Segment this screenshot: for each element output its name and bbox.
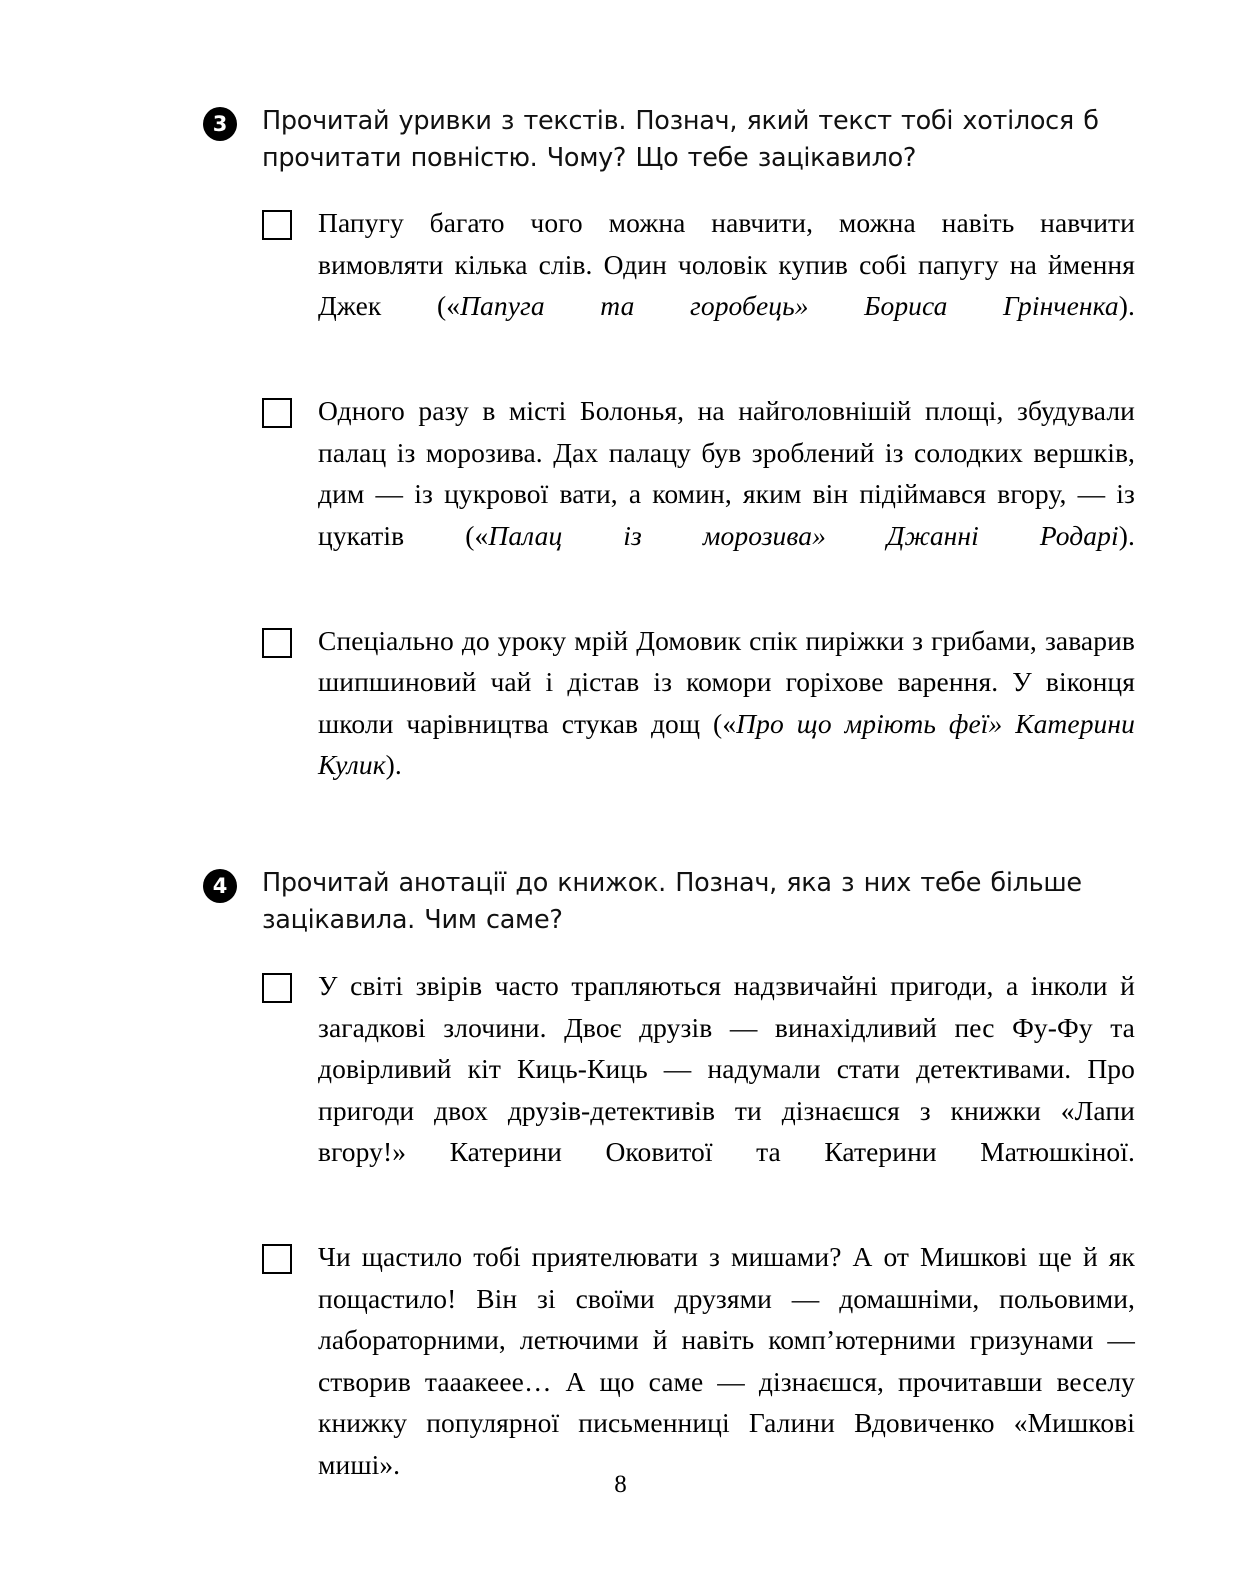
- book-title-italic: Про що мріють феї» Катерини Кулик: [318, 707, 1135, 780]
- checkbox-unchecked-icon[interactable]: [262, 398, 292, 428]
- exercise-3-prompt: Прочитай уривки з текстів. Познач, який текст тобі хотілося б прочитати повністю. Чому? Що тебе зацікавило?: [262, 106, 1099, 173]
- checkbox-unchecked-icon[interactable]: [262, 210, 292, 240]
- option-text: Спеціально до уроку мрій Домовик спік пиріжки з грибами, заварив шипшиновий чай і дістав із комори горіхове варення. У віконця школи чарівництва стукав дощ («Про що мріють феї» Катерини Кулик).: [318, 624, 1135, 780]
- page-number: 8: [614, 1471, 627, 1498]
- checkbox-unchecked-icon[interactable]: [262, 973, 292, 1003]
- checkbox-unchecked-icon[interactable]: [262, 628, 292, 658]
- exercise-number-badge: 3: [203, 107, 237, 141]
- option-text: Чи щастило тобі приятелювати з мишами? А от Мишкові ще й як пощастило! Він зі своїми друзями — домашніми, польовими, лабораторними, летючими й навіть комп’ютерними гризунами — створив тааакеее… А що саме — дізнаєшся, прочитавши веселу книжку популярної письменниці Галини Вдовиченко «Мишкові миші».: [318, 1241, 1135, 1480]
- exercise-4: [0, 827, 1241, 1527]
- option-item[interactable]: [0, 965, 1241, 1214]
- option-text: У світі звірів часто трапляються надзвичайні пригоди, а інколи й загадкові злочини. Двоє друзів — винахідливий пес Фу-Фу та довірливий кіт Киць-Киць — надумали стати детективами. Про пригоди двох друзів-детективів ти дізнаєшся з книжки «Лапи вгору!» Катерини Оковитої та Катерини Матюшкіної.: [318, 970, 1135, 1167]
- option-text: Папугу багато чого можна навчити, можна навіть навчити вимовляти кілька слів. Один чоловік купив собі папугу на ймення Джек («Папуга та горобець» Бориса Грінченка).: [318, 207, 1136, 321]
- option-item[interactable]: [0, 620, 1241, 828]
- exercise-3-header: [0, 103, 1241, 177]
- book-title-italic: Папуга та горобець» Бориса Грінченка: [460, 290, 1119, 321]
- exercise-number-badge: 4: [203, 869, 237, 903]
- option-item[interactable]: [0, 202, 1241, 368]
- exercise-4-header: [0, 865, 1241, 939]
- exercise-3-options: [0, 202, 1241, 827]
- option-item[interactable]: [0, 390, 1241, 598]
- exercise-4-options: [0, 965, 1241, 1527]
- exercise-4-prompt: Прочитай анотації до книжок. Познач, яка з них тебе більше зацікавила. Чим саме?: [262, 868, 1082, 935]
- checkbox-unchecked-icon[interactable]: [262, 1244, 292, 1274]
- book-title-italic: Палац із морозива» Джанні Родарі: [488, 519, 1119, 551]
- option-text: Одного разу в місті Болонья, на найголовнішій площі, збудували палац із морозива. Дах палацу був зроблений із солодких вершків, дим — із цукрової вати, а комин, яким він підіймався вгору, — із цукатів («Палац із морозива» Джанні Родарі).: [318, 395, 1135, 551]
